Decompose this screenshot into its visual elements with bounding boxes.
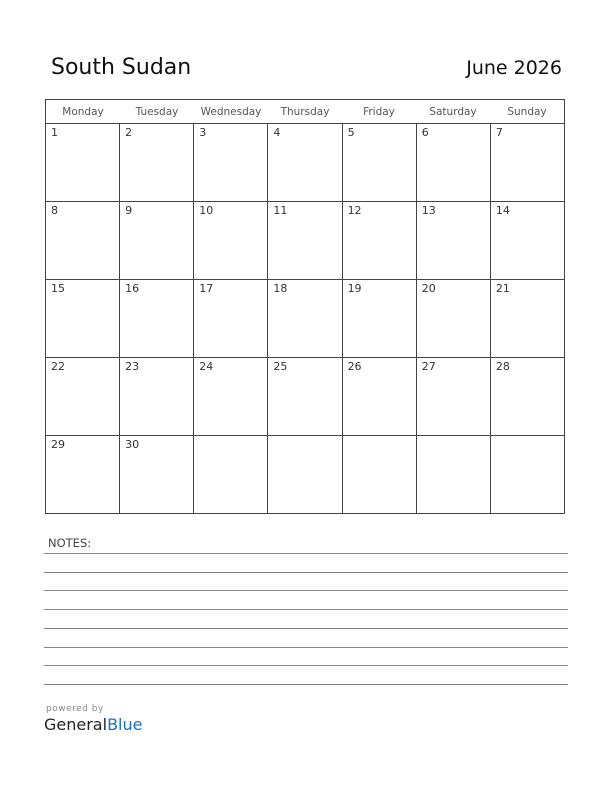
- day-cell: [343, 124, 417, 202]
- day-cell: [46, 358, 120, 436]
- weekday-label: Saturday: [429, 106, 477, 118]
- notes-label: NOTES:: [48, 536, 92, 550]
- brand-footer: [44, 704, 142, 734]
- brand-name-part2: Blue: [107, 715, 143, 734]
- day-cell: [46, 280, 120, 358]
- day-cell: [268, 358, 342, 436]
- brand-name-part1: General: [44, 715, 108, 734]
- day-number: 8: [51, 204, 58, 217]
- day-cell: [491, 358, 565, 436]
- day-cell: [417, 280, 491, 358]
- day-cell: [491, 436, 565, 514]
- day-cell: [46, 124, 120, 202]
- day-cell: [343, 358, 417, 436]
- day-number: 17: [199, 282, 214, 295]
- day-number: 5: [347, 126, 355, 139]
- calendar-grid: [45, 99, 565, 514]
- week-row: [46, 280, 565, 358]
- day-number: 7: [495, 126, 503, 139]
- day-number: 29: [51, 438, 65, 451]
- day-cell: [194, 436, 268, 514]
- day-cell: [194, 202, 268, 280]
- note-line: [44, 647, 568, 648]
- day-cell: [343, 280, 417, 358]
- day-cell: [268, 280, 342, 358]
- day-number: 12: [347, 204, 362, 217]
- day-number: 10: [199, 204, 214, 217]
- weekday-label: Tuesday: [135, 106, 179, 118]
- day-number: 25: [273, 360, 288, 373]
- weekday-label: Friday: [363, 106, 395, 118]
- note-line: [44, 609, 568, 610]
- week-row: [46, 202, 565, 280]
- weekday-label: Monday: [62, 106, 104, 118]
- note-line: [44, 590, 568, 591]
- day-number: 13: [421, 204, 436, 217]
- day-cell: [120, 202, 194, 280]
- weekday-label: Thursday: [280, 106, 330, 118]
- day-number: 22: [51, 360, 65, 373]
- country-title: South Sudan: [51, 55, 192, 80]
- powered-by-text: powered by: [46, 704, 104, 714]
- note-line: [44, 665, 568, 666]
- day-number: 28: [495, 360, 510, 373]
- day-number: 16: [125, 282, 140, 295]
- day-cell: [417, 358, 491, 436]
- day-cell: [491, 202, 565, 280]
- day-number: 15: [51, 282, 65, 295]
- day-cell: [417, 436, 491, 514]
- note-line: [44, 553, 568, 554]
- day-number: 1: [51, 126, 58, 139]
- brand-logo: [44, 715, 142, 734]
- day-cell: [46, 202, 120, 280]
- week-row: [46, 436, 565, 514]
- day-number: 11: [273, 204, 288, 217]
- day-number: 18: [273, 282, 288, 295]
- day-cell: [417, 124, 491, 202]
- day-number: 14: [495, 204, 510, 217]
- day-cell: [120, 358, 194, 436]
- day-number: 21: [495, 282, 510, 295]
- day-cell: [268, 124, 342, 202]
- day-cell: [491, 124, 565, 202]
- note-line: [44, 628, 568, 629]
- day-number: 26: [347, 360, 362, 373]
- day-cell: [194, 280, 268, 358]
- day-number: 3: [199, 126, 207, 139]
- day-cell: [491, 280, 565, 358]
- day-cell: [120, 124, 194, 202]
- day-number: 6: [421, 126, 429, 139]
- day-cell: [343, 202, 417, 280]
- day-number: 23: [125, 360, 140, 373]
- weekday-header-row: [46, 100, 565, 124]
- day-number: 20: [421, 282, 436, 295]
- day-number: 27: [421, 360, 436, 373]
- day-cell: [194, 124, 268, 202]
- day-cell: [343, 436, 417, 514]
- day-cell: [46, 436, 120, 514]
- day-cell: [417, 202, 491, 280]
- day-cell: [194, 358, 268, 436]
- day-cell: [268, 202, 342, 280]
- day-number: 24: [199, 360, 214, 373]
- day-cell: [268, 436, 342, 514]
- weekday-label: Sunday: [490, 100, 565, 123]
- week-row: [46, 358, 565, 436]
- day-number: 19: [347, 282, 362, 295]
- day-cell: [120, 436, 194, 514]
- day-number: 30: [125, 438, 140, 451]
- day-number: 9: [125, 204, 133, 217]
- note-line: [44, 572, 568, 573]
- weekday-label: Wednesday: [200, 106, 262, 118]
- month-year-title: June 2026: [466, 57, 562, 79]
- day-cell: [120, 280, 194, 358]
- calendar-header: [51, 55, 562, 85]
- day-number: 2: [125, 126, 133, 139]
- day-number: 4: [273, 126, 281, 139]
- week-row: [46, 124, 565, 202]
- note-line: [44, 684, 568, 685]
